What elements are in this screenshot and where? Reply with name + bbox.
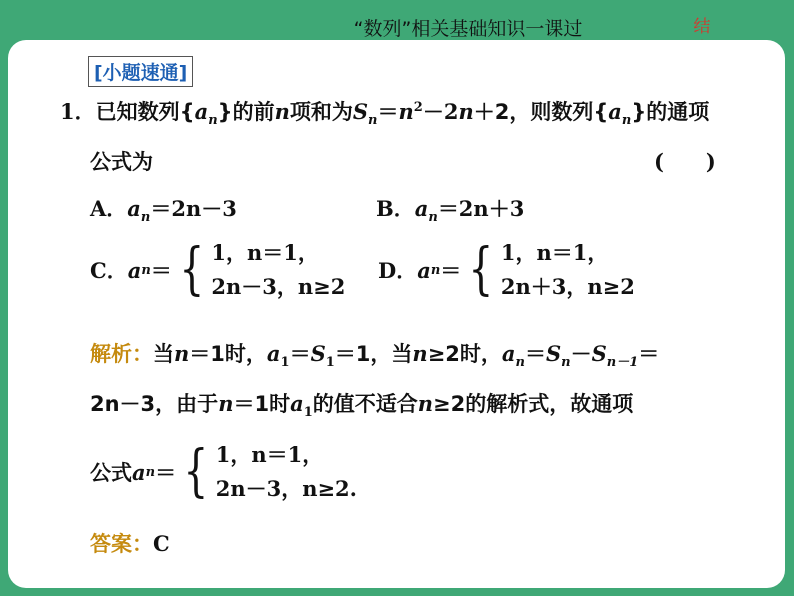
option-b: B．$a_n=2n+3$ <box>376 196 525 226</box>
question-line-2: 公式为 <box>90 150 153 174</box>
brace-icon: { <box>468 237 494 302</box>
page-title: “数列”相关基础知识一课过 <box>353 18 583 40</box>
content-card <box>8 40 785 588</box>
answer-line <box>90 528 170 558</box>
brace-icon: { <box>183 439 209 504</box>
option-d: D． a n ＝ { 1，n＝1， 2n＋3，n≥2 <box>378 237 635 302</box>
analysis-line-2: 2n－3，由于n＝1时$a_1$的值不适合n≥2的解析式，故通项 <box>90 391 634 421</box>
question-number: 1． <box>60 99 96 124</box>
option-c: C． a n ＝ { 1，n＝1， 2n－3，n≥2 <box>90 237 346 302</box>
answer-label: 答案： <box>90 532 153 556</box>
brace-icon: { <box>179 237 205 302</box>
option-a: A．$a_n=2n-3$ <box>90 196 237 226</box>
answer-value: C <box>153 531 170 556</box>
question-line-1: 1．已知数列$\{a_n\}$的前n项和为$S_n=n^2-2n+2$，则数列$\{a_n\}$的通项 <box>60 99 710 129</box>
analysis-line-3: 公式 a n ＝ { 1，n＝1， 2n－3，n≥2. <box>90 439 357 504</box>
analysis-line-1: 解析：当n＝1时，$a_1=S_1=1$，当n≥2时，$a_n=S_n-S_{n-1}=$ <box>90 341 660 371</box>
section-label: [小题速通] <box>88 56 193 87</box>
end-button[interactable]: 结 <box>693 17 711 37</box>
answer-paren: ( ) <box>654 149 716 174</box>
analysis-label: 解析： <box>90 342 153 366</box>
